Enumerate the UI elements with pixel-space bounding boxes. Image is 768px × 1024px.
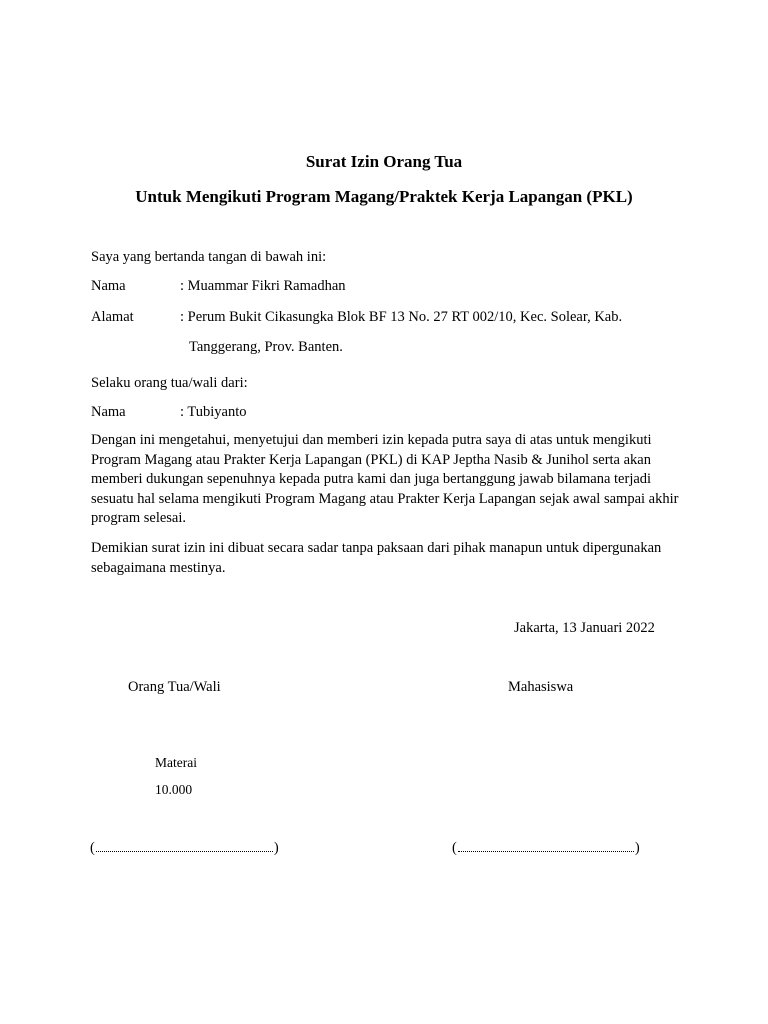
place-date: Jakarta, 13 Januari 2022 — [514, 620, 655, 636]
stamp-value: 10.000 — [155, 782, 193, 797]
parent-address-line1: : Perum Bukit Cikasungka Blok BF 13 No. 27 RT 002/10, Kec. Solear, Kab. — [180, 309, 623, 325]
signature-line-right — [452, 839, 640, 857]
closing-paragraph: Demikian surat izin ini dibuat secara sadar tanpa paksaan dari pihak manapun untuk dipergunakan sebagaimana mestinya. — [91, 540, 662, 576]
parent-name-value: : Muammar Fikri Ramadhan — [180, 278, 346, 294]
intro-text: Saya yang bertanda tangan di bawah ini: — [91, 249, 327, 265]
body-paragraph: Dengan ini mengetahui, menyetujui dan memberi izin kepada putra saya di atas untuk mengikuti Program Magang atau Prakter Kerja Lapangan (PKL) di KAP Jeptha Nasib & Junihol serta akan memberi dukungan sepenuhnya kepada putra kami dan juga bertanggung jawab bilamana terjadi sesuatu hal selama mengikuti Program Magang atau Prakter Kerja Lapangan sejak awal sampai akhir program selesai. — [91, 432, 679, 526]
parent-address-line2: Tanggerang, Prov. Banten. — [189, 339, 343, 355]
child-name-label: Nama — [91, 404, 126, 420]
signature-left-open-paren: ( — [90, 840, 95, 856]
child-name-value: : Tubiyanto — [180, 404, 247, 420]
document-title: Surat Izin Orang Tua — [305, 152, 463, 171]
guardian-of-text: Selaku orang tua/wali dari: — [91, 375, 248, 391]
parent-address-label: Alamat — [91, 309, 134, 325]
signature-right-title: Mahasiswa — [508, 679, 574, 695]
parent-name-label: Nama — [91, 278, 126, 294]
signature-left-title: Orang Tua/Wali — [128, 679, 221, 695]
signature-right-dotted-line — [458, 839, 634, 852]
signature-right-close-paren: ) — [634, 840, 640, 856]
document-subtitle: Untuk Mengikuti Program Magang/Praktek Kerja Lapangan (PKL) — [135, 187, 633, 206]
signature-right-open-paren: ( — [452, 840, 457, 856]
stamp-label: Materai — [155, 755, 197, 770]
signature-left-dotted-line — [96, 839, 273, 852]
signature-line-left — [90, 839, 279, 857]
signature-left-close-paren: ) — [273, 840, 279, 856]
